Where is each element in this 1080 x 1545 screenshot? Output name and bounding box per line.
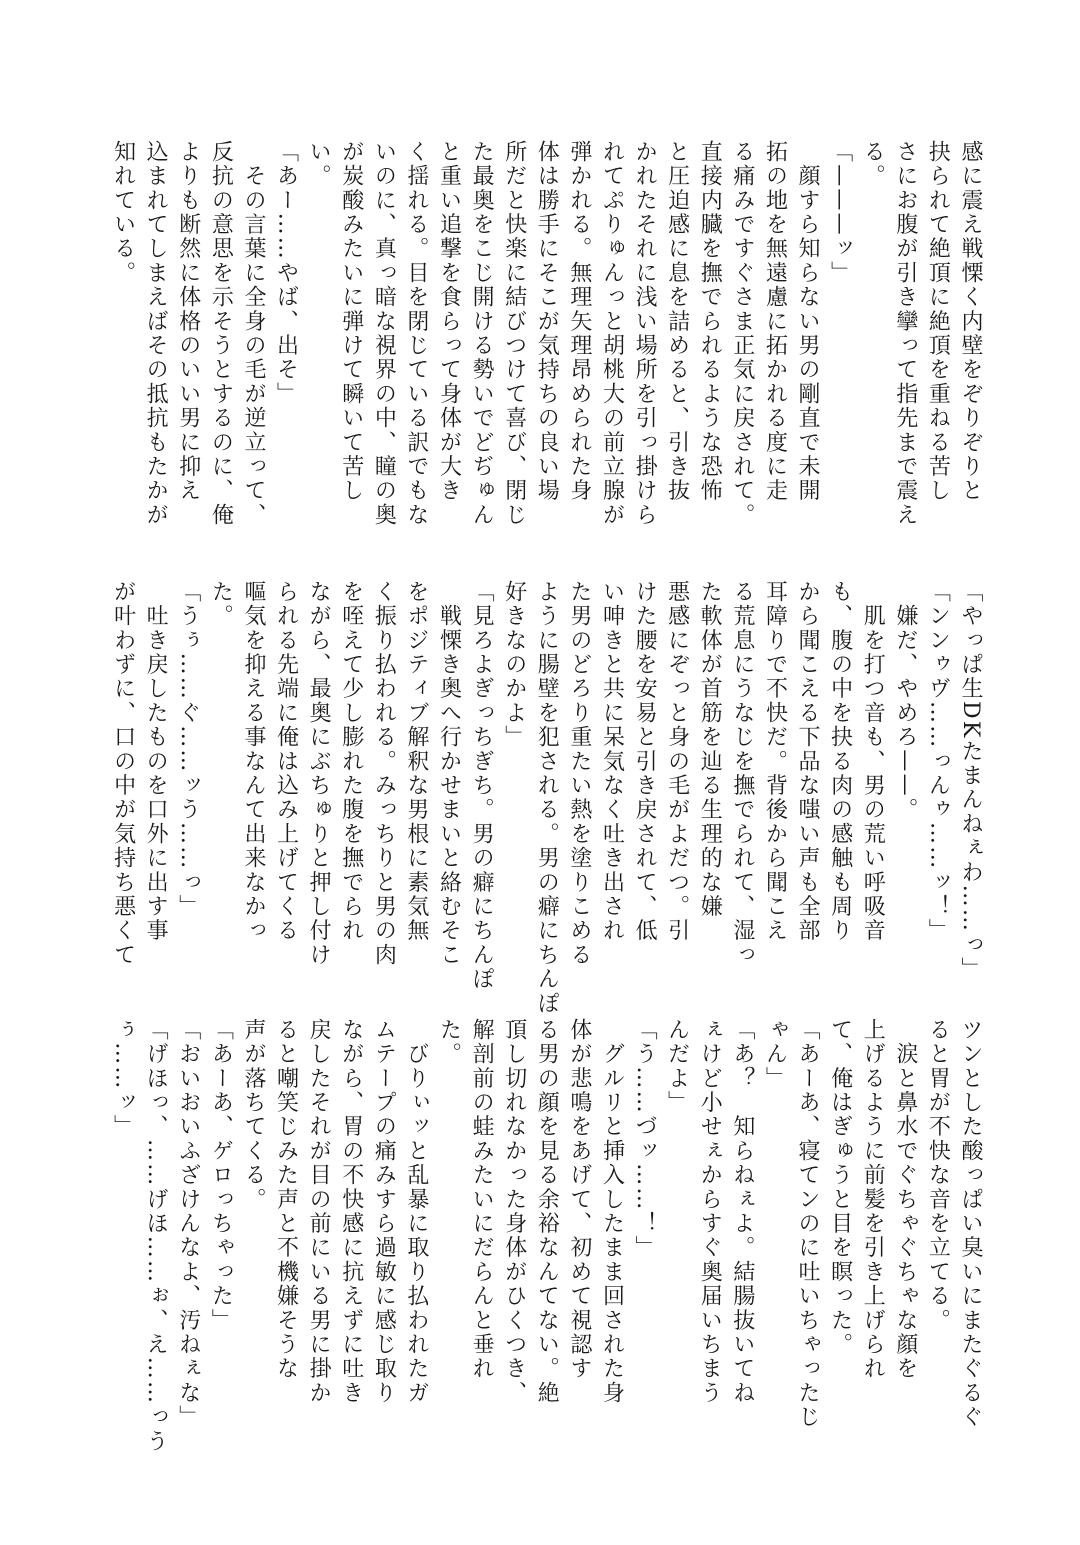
text-line: 「ンンゥヴ……っんゥ……ッ！」: [925, 580, 951, 943]
text-line: る。: [860, 140, 886, 189]
text-line: 「やっぱ生DKたまんねぇわ……っ」: [958, 580, 983, 982]
text-line: びりぃッと乱暴に取り払われたガ: [403, 1018, 429, 1406]
text-line: 嘔気を抑える事なんて出来なかっ: [240, 580, 266, 943]
text-line: ぇけど小せぇからすぐ奥届いちまう: [697, 1018, 723, 1406]
text-line: 拓の地を無遠慮に拓かれる度に走: [762, 140, 788, 503]
text-line: た男のどろり重たい熱を塗りこめる: [566, 580, 592, 968]
text-line: 肌を打つ音も、男の荒い呼吸音: [860, 580, 886, 943]
text-line: を咥えて少し膨れた腹を撫でられ: [338, 580, 364, 943]
text-line: る痛みですぐさま正気に戻されて。: [729, 140, 755, 528]
text-line: も、腹の中を抉る肉の感触も周り: [827, 580, 853, 943]
text-line: 上げるように前髪を引き上げられ: [860, 1018, 886, 1381]
text-line: から聞こえる下品な嗤い声も全部: [795, 580, 821, 943]
text-line: い。: [306, 140, 332, 189]
text-line: ると嘲笑じみた声と不機嫌そうな: [273, 1018, 299, 1381]
text-line: かれたそれに浅い場所を引っ掛けら: [632, 140, 658, 528]
text-line: 戻したそれが目の前にいる男に掛か: [306, 1018, 332, 1406]
text-line: ように腸壁を犯される。男の癖にちんぽ: [534, 580, 560, 1016]
text-line: と圧迫感に息を詰めると、引き抜: [664, 140, 690, 503]
text-line: 涙と鼻水でぐちゃぐちゃな顔を: [892, 1018, 918, 1381]
text-line: 好きなのかよ」: [501, 580, 527, 750]
text-line: た最奥をこじ開ける勢いでどぢゅん: [469, 140, 495, 528]
text-line: 抉られて絶頂に絶頂を重ねる苦し: [925, 140, 951, 503]
text-line: 込まれてしまえばその抵抗もたかが: [143, 140, 169, 528]
text-line: 「あー……やば、出そ」: [273, 140, 299, 407]
text-line: ゃん」: [762, 1018, 788, 1091]
text-line: 知れている。: [110, 140, 136, 286]
text-line: 「あ？ 知らねぇよ。結腸抜いてね: [729, 1018, 755, 1406]
text-line: い呻きと共に呆気なく吐き出され: [599, 580, 625, 943]
text-line: る荒息にうなじを撫でられて、湿っ: [729, 580, 755, 968]
text-line: 耳障りで不快だ。背後から聞こえ: [762, 580, 788, 943]
text-line: た。: [208, 580, 234, 629]
text-line: をポジティブ解釈な男根に素気無: [403, 580, 429, 943]
text-line: 反抗の意思を示そうとするのに、俺: [208, 140, 234, 528]
text-line: 感に震え戦慄く内壁をぞりぞりと: [958, 140, 983, 503]
text-line: 「見ろよぎっちぎち。男の癖にちんぽ: [469, 580, 495, 992]
text-line: 悪感にぞっと身の毛がよだつ。引: [664, 580, 690, 943]
text-line: 顔すら知らない男の剛直で未開: [795, 140, 821, 503]
text-line: その言葉に全身の毛が逆立って、: [240, 140, 266, 528]
text-line: ツンとした酸っぱい臭いにまたぐるぐ: [958, 1018, 983, 1430]
text-line: が炭酸みたいに弾けて瞬いて苦し: [338, 140, 364, 503]
text-line: 「おいおいふざけんなよ、汚ねぇな」: [175, 1018, 201, 1430]
text-line: ながら、胃の不快感に抗えずに吐き: [338, 1018, 364, 1406]
text-line: ムテープの痛みすら過敏に感じ取り: [371, 1018, 397, 1406]
text-line: 戦慄き奥へ行かせまいと絡むそこ: [436, 580, 462, 968]
text-line: 声が落ちてくる。: [240, 1018, 266, 1212]
text-line: 「げほっ、……げほ……ぉ、え……っう: [143, 1018, 169, 1454]
text-line: 体は勝手にそこが気持ちの良い場: [534, 140, 560, 503]
text-line: 吐き戻したものを口外に出す事: [143, 580, 169, 943]
text-line: れてぷりゅんっと胡桃大の前立腺が: [599, 140, 625, 528]
text-block-middle: [110, 580, 986, 1016]
text-line: 弾かれる。無理矢理昂められた身: [566, 140, 592, 503]
text-line: られる先端に俺は込み上げてくる: [273, 580, 299, 943]
text-line: 「あーあ、ゲロっちゃった」: [208, 1018, 234, 1333]
text-line: 「う……づッ……！」: [632, 1018, 658, 1260]
text-line: さにお腹が引き攣って指先まで震え: [892, 140, 918, 528]
text-block-bottom: [110, 1018, 986, 1454]
text-line: 「うぅ……ぐ……ッう……っ」: [175, 580, 201, 919]
text-line: グルリと挿入したまま回された身: [599, 1018, 625, 1406]
text-line: た軟体が首筋を辿る生理的な嫌: [697, 580, 723, 919]
text-block-top: [110, 140, 986, 528]
text-line: 頂し切れなかった身体がひくつき、: [501, 1018, 527, 1406]
text-line: 「———ッ」: [827, 140, 853, 286]
text-line: んだよ」: [664, 1018, 690, 1115]
text-line: よりも断然に体格のいい男に抑え: [175, 140, 201, 503]
text-line: く揺れる。目を閉じている訳でもな: [403, 140, 429, 528]
text-line: 直接内臓を撫でられるような恐怖: [697, 140, 723, 503]
text-line: 嫌だ、やめろ——。: [892, 580, 918, 822]
text-line: ながら、最奥にぶちゅりと押し付け: [306, 580, 332, 968]
text-line: る男の顔を見る余裕なんてない。絶: [534, 1018, 560, 1406]
text-line: 「あーあ、寝てンのに吐いちゃったじ: [795, 1018, 821, 1430]
text-line: けた腰を安易と引き戻されて、低: [632, 580, 658, 943]
text-line: 体が悲鳴をあげて、初めて視認す: [566, 1018, 592, 1381]
text-line: た。: [436, 1018, 462, 1067]
text-line: ると胃が不快な音を立てる。: [925, 1018, 951, 1333]
text-line: と重い追撃を食らって身体が大き: [436, 140, 462, 503]
text-line: 解剖前の蛙みたいにだらんと垂れ: [469, 1018, 495, 1381]
text-line: ぅ……ッ」: [110, 1018, 136, 1139]
text-line: て、俺はぎゅうと目を瞑った。: [827, 1018, 853, 1357]
text-line: 所だと快楽に結びつけて喜び、閉じ: [501, 140, 527, 528]
text-line: く振り払われる。みっちりと男の肉: [371, 580, 397, 968]
text-line: が叶わずに、口の中が気持ち悪くて: [110, 580, 136, 968]
text-line: いのに、真っ暗な視界の中、瞳の奥: [371, 140, 397, 528]
